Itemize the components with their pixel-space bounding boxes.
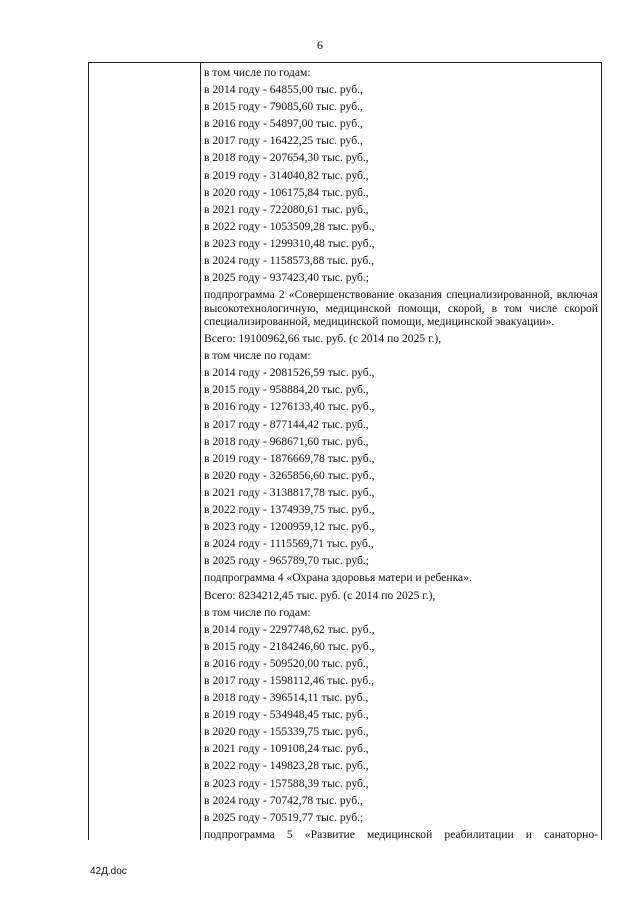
funding-line: в 2014 году - 64855,00 тыс. руб., (204, 83, 363, 97)
budget-cell-content (204, 64, 598, 843)
funding-line: в том числе по годам: (204, 349, 311, 363)
funding-line: в 2015 году - 79085,60 тыс. руб., (204, 100, 363, 114)
funding-line: в 2016 году - 1276133,40 тыс. руб., (204, 400, 375, 414)
subprogram-paragraph: подпрограмма 2 «Совершенствование оказания специализированной, включая высокотехнологичную, медицинской помощи, скорой, в том числе скорой специализированной, медицинской помощи, медицинской эвакуации». (204, 288, 598, 328)
funding-line: в 2020 году - 3265856,60 тыс. руб., (204, 468, 375, 482)
funding-line: в 2022 году - 1053509,28 тыс. руб., (204, 219, 375, 233)
funding-line: в 2016 году - 54897,00 тыс. руб., (204, 117, 363, 131)
funding-line: в 2025 году - 937423,40 тыс. руб.; (204, 271, 370, 285)
funding-line: в 2024 году - 1158573,88 тыс. руб., (204, 254, 375, 268)
funding-line: в 2023 году - 157588,39 тыс. руб., (204, 776, 369, 790)
funding-line: в том числе по годам: (204, 66, 311, 79)
funding-line: в 2014 году - 2081526,59 тыс. руб., (204, 366, 375, 380)
funding-line: в 2022 году - 149823,28 тыс. руб., (204, 759, 369, 773)
funding-line: в 2021 году - 109108,24 тыс. руб., (204, 742, 369, 756)
funding-line: в 2019 году - 1876669,78 тыс. руб., (204, 451, 375, 465)
funding-line: в 2021 году - 3138817,78 тыс. руб., (204, 485, 375, 499)
page-number: 6 (317, 38, 323, 52)
funding-line: в 2019 году - 534948,45 тыс. руб., (204, 708, 369, 722)
funding-line: в 2015 году - 958884,20 тыс. руб., (204, 383, 369, 397)
funding-line: Всего: 19100962,66 тыс. руб. (с 2014 по 2025 г.), (204, 332, 442, 346)
funding-line: в 2023 году - 1299310,48 тыс. руб., (204, 236, 375, 250)
funding-line: в 2014 году - 2297748,62 тыс. руб., (204, 622, 375, 636)
column-divider (200, 63, 201, 840)
budget-table (88, 62, 602, 840)
funding-line: в том числе по годам: (204, 605, 311, 619)
funding-line: в 2016 году - 509520,00 тыс. руб., (204, 656, 369, 670)
funding-line: в 2020 году - 155339,75 тыс. руб., (204, 725, 369, 739)
funding-line: в 2021 году - 722080,61 тыс. руб., (204, 202, 369, 216)
funding-line: в 2018 году - 968671,60 тыс. руб., (204, 434, 369, 448)
funding-line: в 2024 году - 70742,78 тыс. руб., (204, 793, 363, 807)
funding-line: Всего: 8234212,45 тыс. руб. (с 2014 по 2025 г.), (204, 588, 436, 602)
funding-line: в 2018 году - 207654,30 тыс. руб., (204, 151, 369, 165)
funding-line: в 2015 году - 2184246,60 тыс. руб., (204, 639, 375, 653)
funding-line: в 2020 году - 106175,84 тыс. руб., (204, 185, 369, 199)
funding-line: в 2017 году - 16422,25 тыс. руб., (204, 134, 363, 148)
funding-line: в 2022 году - 1374939,75 тыс. руб., (204, 503, 375, 517)
funding-line: в 2017 году - 877144,42 тыс. руб., (204, 417, 369, 431)
funding-line: в 2025 году - 965789,70 тыс. руб.; (204, 554, 370, 568)
funding-line: в 2017 году - 1598112,46 тыс. руб., (204, 673, 375, 687)
funding-line: в 2018 году - 396514,11 тыс. руб., (204, 691, 369, 705)
funding-line: в 2025 году - 70519,77 тыс. руб.; (204, 810, 364, 824)
funding-line: в 2019 году - 314040,82 тыс. руб., (204, 168, 369, 182)
funding-line: подпрограмма 4 «Охрана здоровья матери и ребенка». (204, 571, 472, 585)
funding-line: в 2024 году - 1115569,71 тыс. руб., (204, 537, 374, 551)
funding-line: в 2023 году - 1200959,12 тыс. руб., (204, 520, 375, 534)
subprogram-heading-continued: подпрограмма 5 «Развитие медицинской реабилитации и санаторно- (204, 827, 598, 841)
footer-filename: 42Д.doc (90, 866, 127, 877)
